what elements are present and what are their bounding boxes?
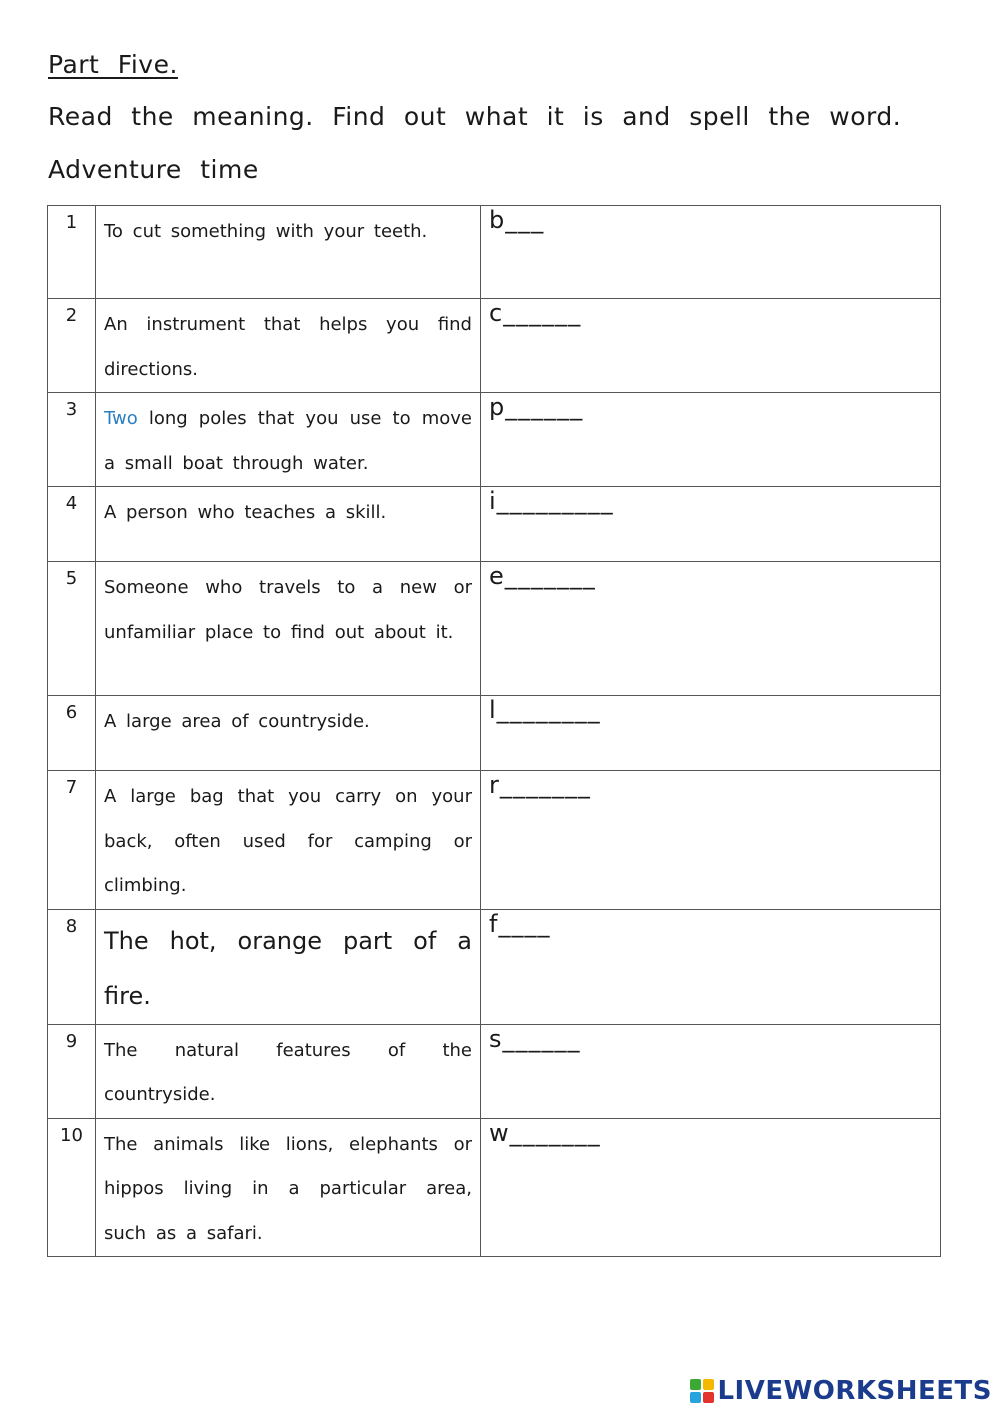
answer-blank[interactable]: b___ (489, 206, 545, 234)
answer-blank[interactable]: e_______ (489, 562, 596, 590)
item-number: 3 (48, 393, 96, 487)
table-row (48, 771, 941, 910)
answer-blank[interactable]: w_______ (489, 1118, 601, 1147)
table-row (48, 562, 941, 696)
answer-field[interactable] (481, 696, 941, 771)
item-meaning: An instrument that helps you find directions. (96, 299, 481, 393)
worksheet-subtitle: Adventure time (48, 155, 259, 184)
answer-blank[interactable]: l________ (489, 696, 601, 724)
answer-blank[interactable]: f____ (489, 909, 551, 938)
highlighted-word: Two (104, 408, 138, 429)
item-number: 6 (48, 696, 96, 771)
table-row (48, 299, 941, 393)
table-row (48, 696, 941, 771)
part-title: Part Five. (48, 50, 178, 79)
item-number: 4 (48, 487, 96, 562)
table-row (48, 1024, 941, 1118)
item-meaning: To cut something with your teeth. (96, 206, 481, 299)
item-meaning: A person who teaches a skill. (96, 487, 481, 562)
answer-field[interactable] (481, 1024, 941, 1118)
answer-blank[interactable]: i_________ (489, 487, 614, 515)
item-meaning: A large area of countryside. (96, 696, 481, 771)
answer-field[interactable] (481, 771, 941, 910)
answer-field[interactable] (481, 393, 941, 487)
item-meaning: The animals like lions, elephants or hippos living in a particular area, such as a safari. (96, 1118, 481, 1257)
answer-field[interactable] (481, 299, 941, 393)
answer-blank[interactable]: p______ (489, 393, 584, 421)
item-number: 7 (48, 771, 96, 910)
table-row (48, 909, 941, 1024)
answer-blank[interactable]: s______ (489, 1024, 581, 1053)
item-number: 1 (48, 206, 96, 299)
item-number: 8 (48, 909, 96, 1024)
item-number: 2 (48, 299, 96, 393)
meaning-text: long poles that you use to move a small boat through water. (104, 408, 472, 474)
table-row (48, 206, 941, 299)
item-number: 9 (48, 1024, 96, 1118)
answer-blank[interactable]: c______ (489, 299, 582, 327)
table-row (48, 393, 941, 487)
liveworksheets-logo-icon (690, 1379, 714, 1403)
answer-field[interactable] (481, 206, 941, 299)
item-meaning: A large bag that you carry on your back, often used for camping or climbing. (96, 771, 481, 910)
brand-name: LIVEWORKSHEETS (717, 1376, 992, 1406)
item-meaning: The hot, orange part of a fire. (96, 909, 481, 1024)
table-row (48, 1118, 941, 1257)
item-number: 10 (48, 1118, 96, 1257)
answer-field[interactable] (481, 562, 941, 696)
answer-field[interactable] (481, 909, 941, 1024)
item-number: 5 (48, 562, 96, 696)
answer-blank[interactable]: r_______ (489, 771, 591, 799)
instructions: Read the meaning. Find out what it is and spell the word. (48, 102, 902, 131)
item-meaning: The natural features of the countryside. (96, 1024, 481, 1118)
item-meaning (96, 393, 481, 487)
table-row (48, 487, 941, 562)
vocabulary-table (47, 205, 941, 1257)
answer-field[interactable] (481, 1118, 941, 1257)
item-meaning: Someone who travels to a new or unfamiliar place to find out about it. (96, 562, 481, 696)
liveworksheets-logo (690, 1376, 992, 1406)
answer-field[interactable] (481, 487, 941, 562)
